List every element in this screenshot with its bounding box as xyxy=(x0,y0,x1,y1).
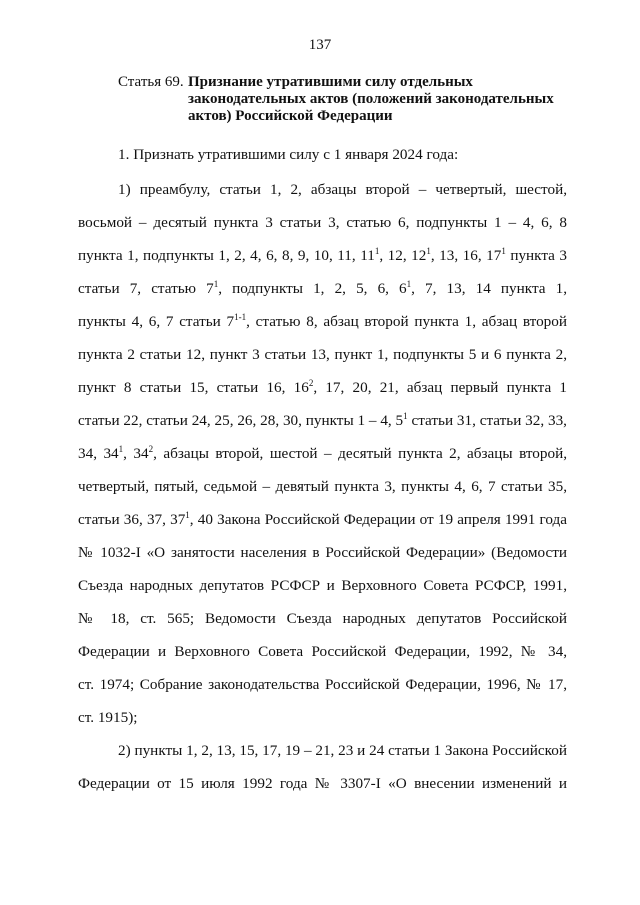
superscript-mark: 1 xyxy=(185,510,190,520)
superscript-mark: 1 xyxy=(213,279,219,289)
body-line: пункта 2 статьи 12, пункт 3 статьи 13, пункт 1, подпункты 5 и 6 пункта 2, xyxy=(78,346,567,363)
superscript-mark: 1 xyxy=(403,411,408,421)
superscript-mark: 1-1 xyxy=(234,312,247,322)
body-line: пункты 4, 6, 7 статьи 7$^{1-1}$, статью 8, абзац второй пункта 1, абзац второй xyxy=(78,312,567,330)
body-line: статьи 22, статьи 24, 25, 26, 28, 30, пункты 1 – 4, $5^1$ статьи 31, статьи 32, 33, xyxy=(78,411,567,429)
body-line: № 18, ст. 565; Ведомости Съезда народных депутатов Российской xyxy=(78,610,567,627)
body-line: 1. Признать утратившими силу с 1 января 2024 года: xyxy=(118,146,459,163)
article-title: Признание утратившими силу отдельных законодательных актов (положений законодательных актов) Российской Федерации xyxy=(188,74,554,124)
body-line: 1) преамбулу, статьи 1, 2, абзацы второй – четвертый, шестой, xyxy=(118,181,567,198)
superscript-mark: 2 xyxy=(308,378,314,388)
superscript-mark: 1 xyxy=(118,444,124,454)
body-line: статьи 7, статью $7^1$, подпункты 1, 2, 5, 6, $6^1$, 7, 13, 14 пункта 1, xyxy=(78,279,567,297)
article-label: Статья 69. xyxy=(118,74,184,90)
body-line: Федерации от 15 июля 1992 года № 3307-I «О внесении изменений и xyxy=(78,775,567,792)
body-line: 2) пункты 1, 2, 13, 15, 17, 19 – 21, 23 и 24 статьи 1 Закона Российской xyxy=(118,742,567,759)
superscript-mark: 1 xyxy=(374,246,380,256)
body-line: статьи 36, 37, $37^1$, 40 Закона Российской Федерации от 19 апреля 1991 года xyxy=(78,510,567,528)
superscript-mark: 1 xyxy=(501,246,506,256)
superscript-mark: 2 xyxy=(148,444,154,454)
body-line: ст. 1974; Собрание законодательства Российской Федерации, 1996, № 17, xyxy=(78,676,567,693)
body-line: Съезда народных депутатов РСФСР и Верховного Совета РСФСР, 1991, xyxy=(78,577,567,594)
superscript-mark: 1 xyxy=(426,246,431,256)
body-line: восьмой – десятый пункта 3 статьи 3, статью 6, подпункты 1 – 4, 6, 8 xyxy=(78,214,567,231)
body-line: 34, $34^1$, $34^2$, абзацы второй, шестой – десятый пункта 2, абзацы второй, xyxy=(78,444,567,462)
body-line: четвертый, пятый, седьмой – девятый пункта 3, пункты 4, 6, 7 статьи 35, xyxy=(78,478,567,495)
body-line: Федерации и Верховного Совета Российской Федерации, 1992, № 34, xyxy=(78,643,567,660)
body-line: ст. 1915); xyxy=(78,709,138,726)
superscript-mark: 1 xyxy=(406,279,412,289)
body-line: № 1032-I «О занятости населения в Российской Федерации» (Ведомости xyxy=(78,544,567,561)
body-line: пункта 1, подпункты 1, 2, 4, 6, 8, 9, 10, 11, $11^1$, 12, $12^1$, 13, 16, $17^1$ пункта 3 xyxy=(78,246,568,264)
page-number: 137 xyxy=(308,37,332,53)
body-line: пункт 8 статьи 15, статьи 16, $16^2$, 17, 20, 21, абзац первый пункта 1 xyxy=(78,378,567,396)
